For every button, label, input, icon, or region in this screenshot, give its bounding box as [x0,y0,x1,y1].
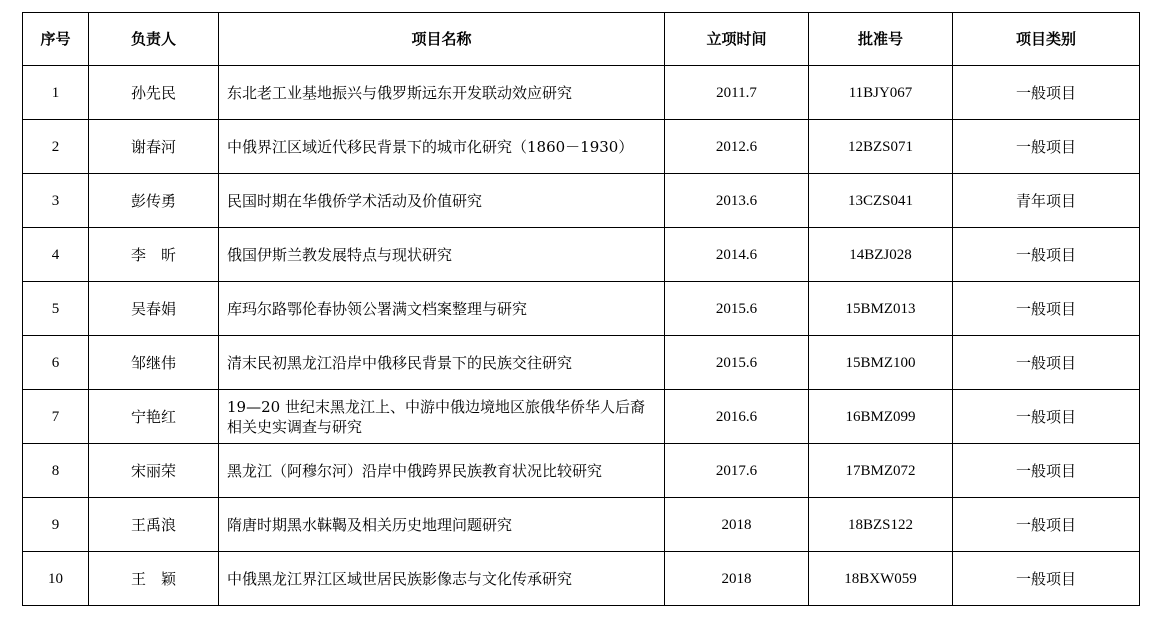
row-seq: 7 [23,390,89,444]
row-project-category: 一般项目 [953,66,1140,120]
row-owner: 彭传勇 [89,174,219,228]
row-seq: 4 [23,228,89,282]
row-seq: 1 [23,66,89,120]
table-row [23,228,1140,282]
table-row [23,390,1140,444]
row-project-name: 俄国伊斯兰教发展特点与现状研究 [219,228,665,282]
row-approval-number: 15BMZ100 [809,336,953,390]
row-approval-number: 18BZS122 [809,498,953,552]
row-project-name: 中俄黑龙江界江区域世居民族影像志与文化传承研究 [219,552,665,606]
row-owner: 王禹浪 [89,498,219,552]
row-seq: 3 [23,174,89,228]
row-owner: 谢春河 [89,120,219,174]
row-approval-number: 13CZS041 [809,174,953,228]
row-project-name: 库玛尔路鄂伦春协领公署满文档案整理与研究 [219,282,665,336]
row-project-name: 隋唐时期黑水靺鞨及相关历史地理问题研究 [219,498,665,552]
table-row [23,498,1140,552]
projects-table [22,12,1140,606]
row-owner: 吴春娟 [89,282,219,336]
table-row [23,336,1140,390]
row-seq: 2 [23,120,89,174]
row-start-date: 2012.6 [665,120,809,174]
row-start-date: 2013.6 [665,174,809,228]
row-seq: 10 [23,552,89,606]
row-approval-number: 17BMZ072 [809,444,953,498]
row-project-category: 一般项目 [953,498,1140,552]
row-start-date: 2011.7 [665,66,809,120]
row-project-category: 一般项目 [953,120,1140,174]
row-approval-number: 16BMZ099 [809,390,953,444]
row-project-category: 青年项目 [953,174,1140,228]
row-seq: 9 [23,498,89,552]
row-start-date: 2018 [665,498,809,552]
row-start-date: 2016.6 [665,390,809,444]
table-row [23,66,1140,120]
row-approval-number: 14BZJ028 [809,228,953,282]
row-start-date: 2018 [665,552,809,606]
header-project-category: 项目类别 [953,13,1140,66]
row-owner: 宋丽荣 [89,444,219,498]
row-project-category: 一般项目 [953,282,1140,336]
row-start-date: 2014.6 [665,228,809,282]
header-seq: 序号 [23,13,89,66]
header-start-date: 立项时间 [665,13,809,66]
row-approval-number: 18BXW059 [809,552,953,606]
table-row [23,120,1140,174]
row-owner: 王 颖 [89,552,219,606]
header-approval-number: 批准号 [809,13,953,66]
row-owner: 宁艳红 [89,390,219,444]
row-seq: 6 [23,336,89,390]
row-project-category: 一般项目 [953,390,1140,444]
table-row [23,552,1140,606]
row-project-name: 19—20 世纪末黑龙江上、中游中俄边境地区旅俄华侨华人后裔相关史实调查与研究 [219,390,665,444]
row-project-name: 民国时期在华俄侨学术活动及价值研究 [219,174,665,228]
header-project-name: 项目名称 [219,13,665,66]
row-start-date: 2015.6 [665,282,809,336]
table-row [23,444,1140,498]
row-approval-number: 11BJY067 [809,66,953,120]
header-row [23,13,1140,66]
row-owner: 孙先民 [89,66,219,120]
row-approval-number: 12BZS071 [809,120,953,174]
table-row [23,282,1140,336]
row-project-name: 中俄界江区域近代移民背景下的城市化研究（1860－1930） [219,120,665,174]
row-approval-number: 15BMZ013 [809,282,953,336]
row-seq: 5 [23,282,89,336]
row-project-name: 黑龙江（阿穆尔河）沿岸中俄跨界民族教育状况比较研究 [219,444,665,498]
row-project-category: 一般项目 [953,552,1140,606]
row-start-date: 2015.6 [665,336,809,390]
row-start-date: 2017.6 [665,444,809,498]
row-project-name: 东北老工业基地振兴与俄罗斯远东开发联动效应研究 [219,66,665,120]
row-seq: 8 [23,444,89,498]
row-owner: 李 昕 [89,228,219,282]
row-project-category: 一般项目 [953,228,1140,282]
row-project-name: 清末民初黑龙江沿岸中俄移民背景下的民族交往研究 [219,336,665,390]
row-project-category: 一般项目 [953,444,1140,498]
table-row [23,174,1140,228]
row-owner: 邹继伟 [89,336,219,390]
header-owner: 负责人 [89,13,219,66]
row-project-category: 一般项目 [953,336,1140,390]
